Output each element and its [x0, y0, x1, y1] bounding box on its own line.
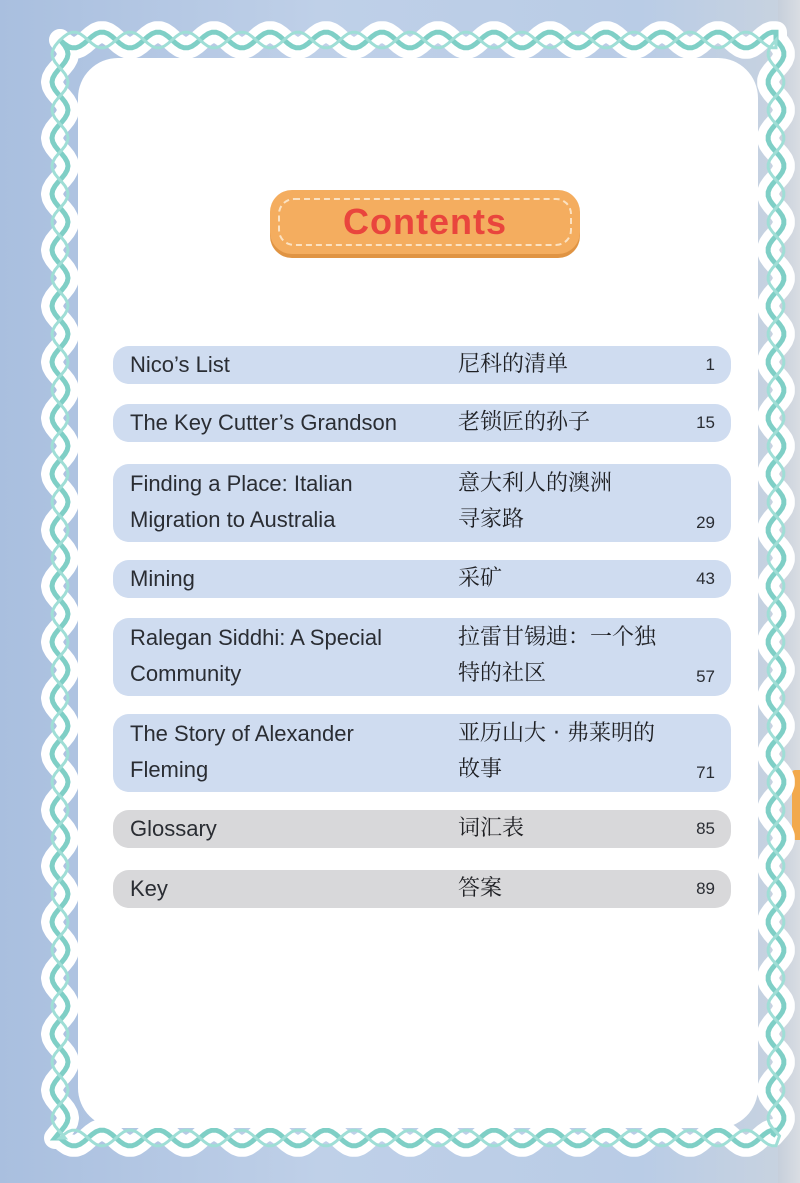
entry-page-number: 15: [696, 413, 715, 432]
entry-chinese-title: 寻家路: [458, 507, 525, 532]
toc-entry[interactable]: [113, 810, 731, 848]
entry-page-number: 89: [696, 879, 715, 898]
entry-chinese-title: 词汇表: [458, 816, 525, 841]
toc-entry[interactable]: [113, 870, 731, 908]
toc-entry[interactable]: [113, 618, 731, 696]
entry-chinese-title: 意大利人的澳洲: [458, 471, 613, 496]
entry-chinese-title: 故事: [458, 757, 503, 782]
entry-chinese-title: 亚历山大 · 弗莱明的: [458, 721, 655, 746]
entry-page-number: 71: [696, 763, 715, 782]
title-badge: [270, 190, 580, 254]
entry-chinese-title: 答案: [458, 876, 503, 901]
entry-chinese-title: 采矿: [458, 566, 503, 591]
entry-chinese-title: 特的社区: [458, 661, 547, 686]
entry-chinese-title: 老锁匠的孙子: [458, 410, 591, 435]
entry-english-title: Community: [130, 661, 242, 686]
toc-entry[interactable]: [113, 346, 731, 384]
entry-english-title: Key: [130, 876, 168, 901]
entry-chinese-title: 尼科的清单: [458, 352, 569, 377]
entry-english-title: Ralegan Siddhi: A Special: [130, 625, 382, 650]
entry-english-title: Nico’s List: [130, 352, 230, 377]
entry-english-title: The Story of Alexander: [130, 721, 354, 746]
entry-page-number: 1: [705, 355, 715, 374]
entry-page-number: 57: [696, 667, 715, 686]
entry-english-title: Migration to Australia: [130, 507, 336, 532]
page-title: Contents: [343, 201, 507, 242]
entry-page-number: 85: [696, 819, 715, 838]
toc-entry[interactable]: [113, 464, 731, 542]
entry-english-title: Glossary: [130, 816, 217, 841]
toc-entry[interactable]: [113, 404, 731, 442]
entry-page-number: 29: [696, 513, 715, 532]
toc-entry[interactable]: [113, 560, 731, 598]
entry-english-title: The Key Cutter’s Grandson: [130, 410, 397, 435]
entry-chinese-title: 拉雷甘锡迪：一个独: [458, 625, 657, 650]
entry-page-number: 43: [696, 569, 715, 588]
entry-english-title: Mining: [130, 566, 195, 591]
entry-english-title: Fleming: [130, 757, 209, 782]
entry-english-title: Finding a Place: Italian: [130, 471, 353, 496]
toc-entry[interactable]: [113, 714, 731, 792]
